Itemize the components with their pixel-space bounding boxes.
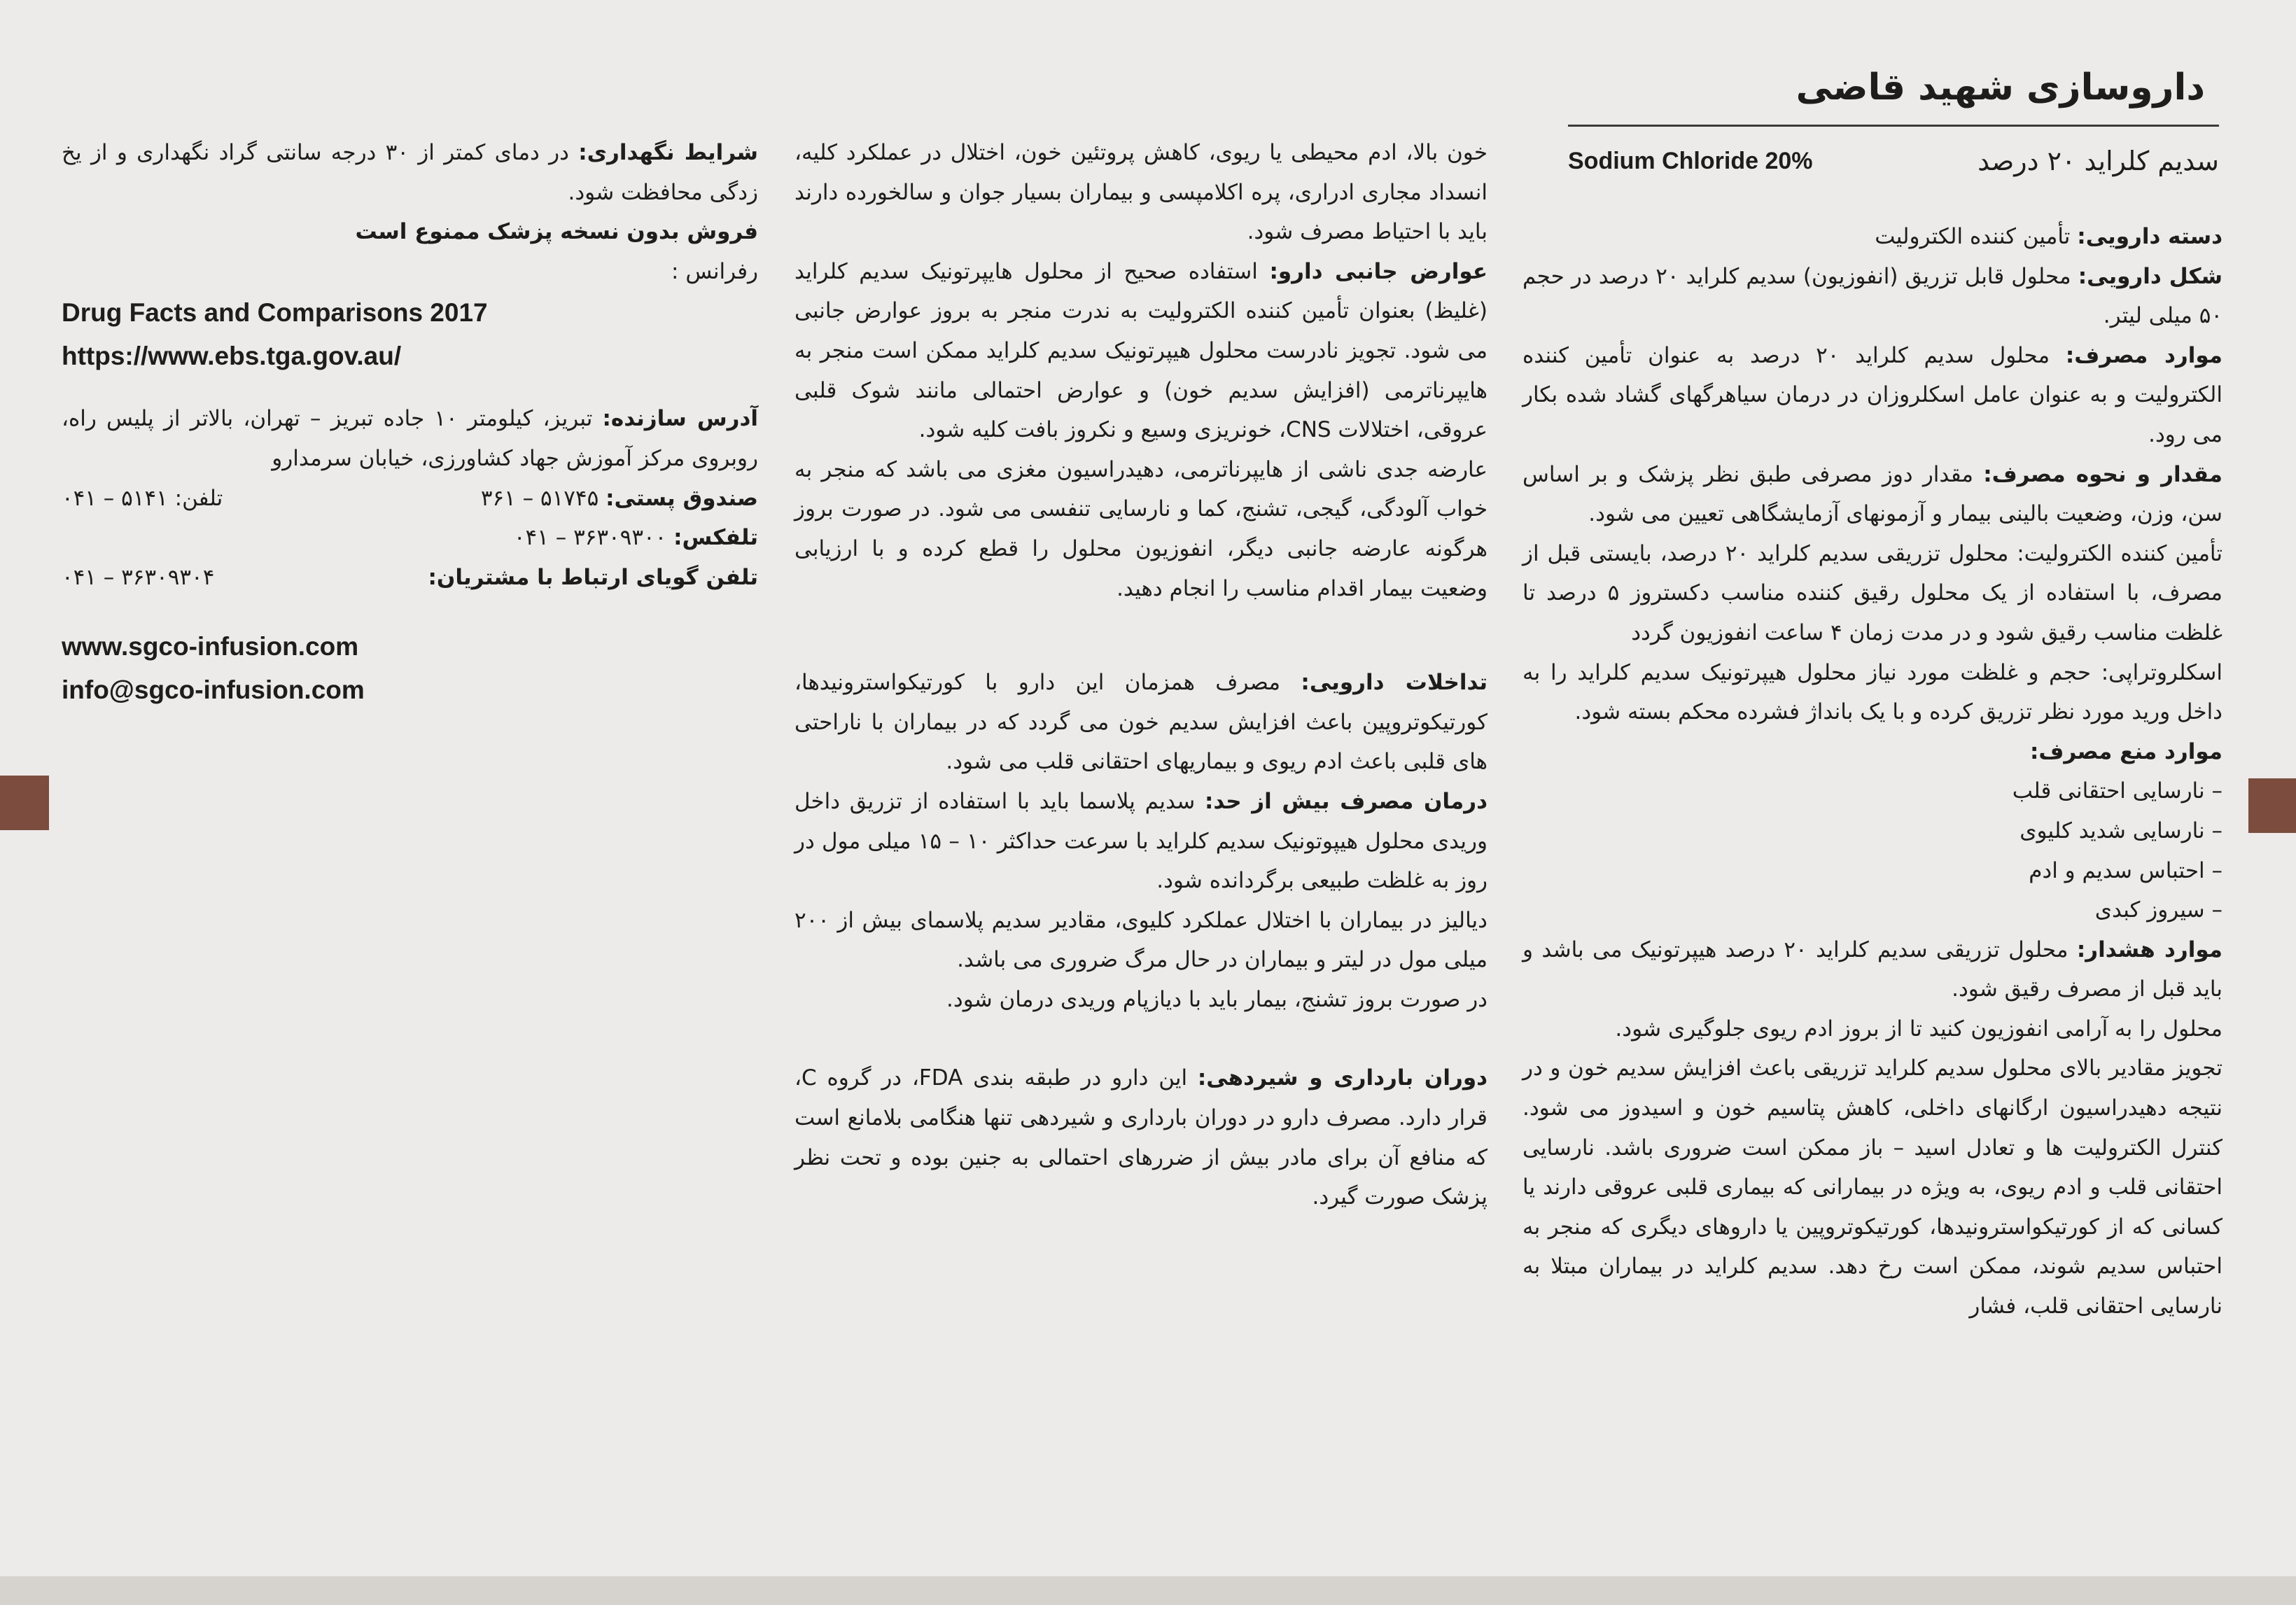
pregnancy [794,1058,1488,1217]
dosage-form-value: محلول قابل تزریق (انفوزیون) سدیم کلراید ۲۰ درصد در حجم ۵۰ میلی لیتر. [1522,263,2222,329]
storage-value: در دمای کمتر از ۳۰ درجه سانتی گراد نگهداری و از یخ زدگی محافظت شود. [62,140,758,205]
storage-label: شرایط نگهداری: [578,140,759,165]
overdose [794,782,1488,901]
side-tab-right [2248,778,2296,833]
storage [62,133,758,212]
warnings-value: محلول تزریقی سدیم کلراید ۲۰ درصد هیپرتونیک می باشد و باید قبل از مصرف رقیق شود. [1522,937,2222,1002]
pobox-value: ۳۶۱ – ۵۱۷۴۵ [480,485,599,511]
prescription-note-text: فروش بدون نسخه پزشک ممنوع است [355,219,758,245]
product-name-persian: سدیم کلراید ۲۰ درصد [1977,146,2219,176]
bottom-edge [0,1576,2296,1605]
fax-value: ۰۴۱ – ۳۶۳۰۹۳۰۰ [513,525,667,551]
side-effects-value: استفاده صحیح از محلول هایپرتونیک سدیم کلراید (غلیظ) بعنوان تأمین کننده الکترولیت به ندرت منجر به بروز عوارض جانبی می شود. تجویز نادرست محلول هیپرتونیک سدیم کلراید ممکن است منجر به هایپرناترمی (افزایش سدیم خون) و عوارض احتمالی مانند شوک قلبی عروقی، اختلالات CNS، خونریزی وسیع و نکروز بافت کلیه شود. [794,258,1488,443]
phone-value: ۰۴۱ – ۵۱۴۱ [62,485,168,511]
dosage-form-label: شکل دارویی: [2078,263,2222,289]
pobox-label: صندوق پستی: [606,485,758,511]
contraindication-item: – احتباس سدیم و ادم [2029,857,2222,883]
website-link[interactable]: www.sgco-infusion.com [62,632,359,661]
hotline-row [62,558,758,598]
pregnancy-label: دوران بارداری و شیردهی: [1197,1065,1488,1091]
middle-column [794,133,1488,1217]
contraindication-item: – نارسایی شدید کلیوی [2019,818,2222,843]
phone-label: تلفن: [174,485,223,511]
contraindications-heading [1522,732,2222,772]
warnings [1522,930,2222,1009]
drug-class-value: تأمین کننده الکترولیت [1875,224,2078,249]
reference-link[interactable]: https://www.ebs.tga.gov.au/ [62,342,402,371]
dosage-form [1522,257,2222,336]
prescription-note [62,212,758,252]
brand-title: داروسازی شهید قاضی [1795,66,2205,108]
warnings-label: موارد هشدار: [2076,937,2223,962]
side-effects-label: عوارض جانبی دارو: [1269,258,1488,284]
fax-row [62,518,758,558]
references-list [62,291,758,378]
interactions [794,663,1488,782]
reference-item: Drug Facts and Comparisons 2017 [62,298,488,328]
hotline-label: تلفن گویای ارتباط با مشتریان: [428,564,758,590]
product-name-english: Sodium Chloride 20% [1568,147,1813,174]
overdose-value: سدیم پلاسما باید با استفاده از تزریق داخل وریدی محلول هیپوتونیک سدیم کلراید با سرعت حداکثر ۱۰ – ۱۵ میلی مول در روز به غلظت طبیعی برگردانده شود. [794,788,1488,894]
warnings-paragraph-2: محلول را به آرامی انفوزیون کنید تا از بروز ادم ریوی جلوگیری شود. [1615,1016,2222,1042]
pregnancy-value: این دارو در طبقه بندی FDA، در گروه C، قرار دارد. مصرف دارو در دوران بارداری و شیردهی تنها هنگامی بلامانع است که منافع آن برای مادر بیش از ضررهای احتمالی به جنین بوده و تحت نظر پزشک صورت گیرد. [794,1065,1488,1210]
side-tab-left [0,776,49,830]
address-label: آدرس سازنده: [602,406,758,432]
overdose-paragraph-3: در صورت بروز تشنج، بیمار باید با دیازپام وریدی درمان شود. [946,986,1488,1012]
fax-label: تلفکس: [673,525,758,551]
product-title-row [1568,133,2219,189]
address-value: تبریز، کیلومتر ۱۰ جاده تبریز – تهران، بالاتر از پلیس راه، روبروی مرکز آموزش جهاد کشاورزی، خیابان سرمدارو [62,406,758,471]
dosage-administration [1522,455,2222,534]
left-column [62,133,758,712]
drug-class-label: دسته دارویی: [2077,224,2222,249]
manufacturer-address [62,399,758,478]
indications-label: موارد مصرف: [2065,342,2222,368]
indications-value: محلول سدیم کلراید ۲۰ درصد به عنوان تأمین کننده الکترولیت و به عنوان عامل اسکلروزان در درمان سیاهرگهای گشاد شده بکار می رود. [1522,342,2222,447]
warnings-paragraph-3: تجویز مقادیر بالای محلول سدیم کلراید تزریقی باعث افزایش سدیم خون و در نتیجه دهیدراسیون ارگانهای داخلی، کاهش پتاسیم خون و اسیدوز می شود. کنترل الکترولیت ها و تعادل اسید – باز ممکن است ضروری باشد. نارسایی احتقانی قلب و ادم ریوی، به ویژه در بیمارانی که بیماری قلبی عروقی دارند یا کسانی که از کورتیکواسترونیدها، کورتیکوتروپین یا داروهای دیگری که منجر به احتباس سدیم شوند، ممکن است رخ دهد. سدیم کلراید در بیماران مبتلا به نارسایی احتقانی قلب، فشار [1522,1056,2222,1319]
title-divider [1568,125,2219,127]
pobox [481,479,758,519]
contraindications-label: موارد منع مصرف: [2029,738,2222,764]
continuation-paragraph: خون بالا، ادم محیطی یا ریوی، کاهش پروتئین خون، اختلال در عملکرد کلیه، انسداد مجاری ادراری، پره اکلامپسی و بیماران بسیار جوان و سالخورده دارند باید با احتیاط مصرف شود. [794,140,1488,245]
contact-links [62,625,758,712]
contraindication-item: – سیروز کبدی [2094,897,2222,923]
drug-class [1522,217,2222,257]
interactions-value: مصرف همزمان این دارو با کورتیکواسترونیدها، کورتیکوتروپین باعث افزایش سدیم خون می گردد که در بیماران با ناراحتی های قلبی باعث ادم ریوی و بیماریهای احتقانی قلب می شود. [794,670,1488,775]
references-label: رفرانس : [671,258,758,284]
fax [514,518,758,558]
electrolyte-paragraph: تأمین کننده الکترولیت: محلول تزریقی سدیم کلراید ۲۰ درصد، بایستی قبل از مصرف، با استفاده از یک محلول رقیق کننده مناسب دکستروز ۵ درصد تا غلظت مناسب رقیق شود و در مدت زمان ۴ ساعت انفوزیون گردد [1522,540,2222,645]
dosage-label: مقدار و نحوه مصرف: [1983,461,2222,487]
phone [62,479,223,519]
pobox-phone-row [62,479,758,519]
hotline-value: ۰۴۱ – ۳۶۳۰۹۳۰۴ [62,564,215,590]
overdose-label: درمان مصرف بیش از حد: [1204,788,1488,814]
email-link[interactable]: info@sgco-infusion.com [62,675,365,705]
overdose-paragraph-2: دیالیز در بیماران با اختلال عملکرد کلیوی، مقادیر سدیم پلاسمای بیش از ۲۰۰ میلی مول در لیتر و بیماران در حال مرگ ضروری می باشد. [794,907,1488,973]
dosage-value: مقدار دوز مصرفی طبق نظر پزشک و بر اساس سن، وزن، وضعیت بالینی بیمار و آزمونهای آزمایشگاهی تعیین می شود. [1522,461,2222,527]
contraindication-item: – نارسایی احتقانی قلب [2012,778,2222,804]
side-effects-paragraph-2: عارضه جدی ناشی از هایپرناترمی، دهیدراسیون مغزی می باشد که منجر به خواب آلودگی، گیجی، تشنج، کما و نارسایی تنفسی می شود. در صورت بروز هرگونه عارضه جانبی دیگر، انفوزیون محلول را قطع کرده و با ارزیابی وضعیت بیمار اقدام مناسب را انجام دهید. [794,456,1488,601]
side-effects [794,252,1488,450]
interactions-label: تداخلات دارویی: [1301,670,1488,696]
sclerotherapy-paragraph: اسکلروتراپی: حجم و غلظت مورد نیاز محلول هیپرتونیک سدیم کلراید را به داخل ورید مورد نظر تزریق کرده و با یک بانداژ فشرده محکم بسته شود. [1522,659,2222,725]
right-column [1522,217,2222,1326]
indications [1522,336,2222,455]
